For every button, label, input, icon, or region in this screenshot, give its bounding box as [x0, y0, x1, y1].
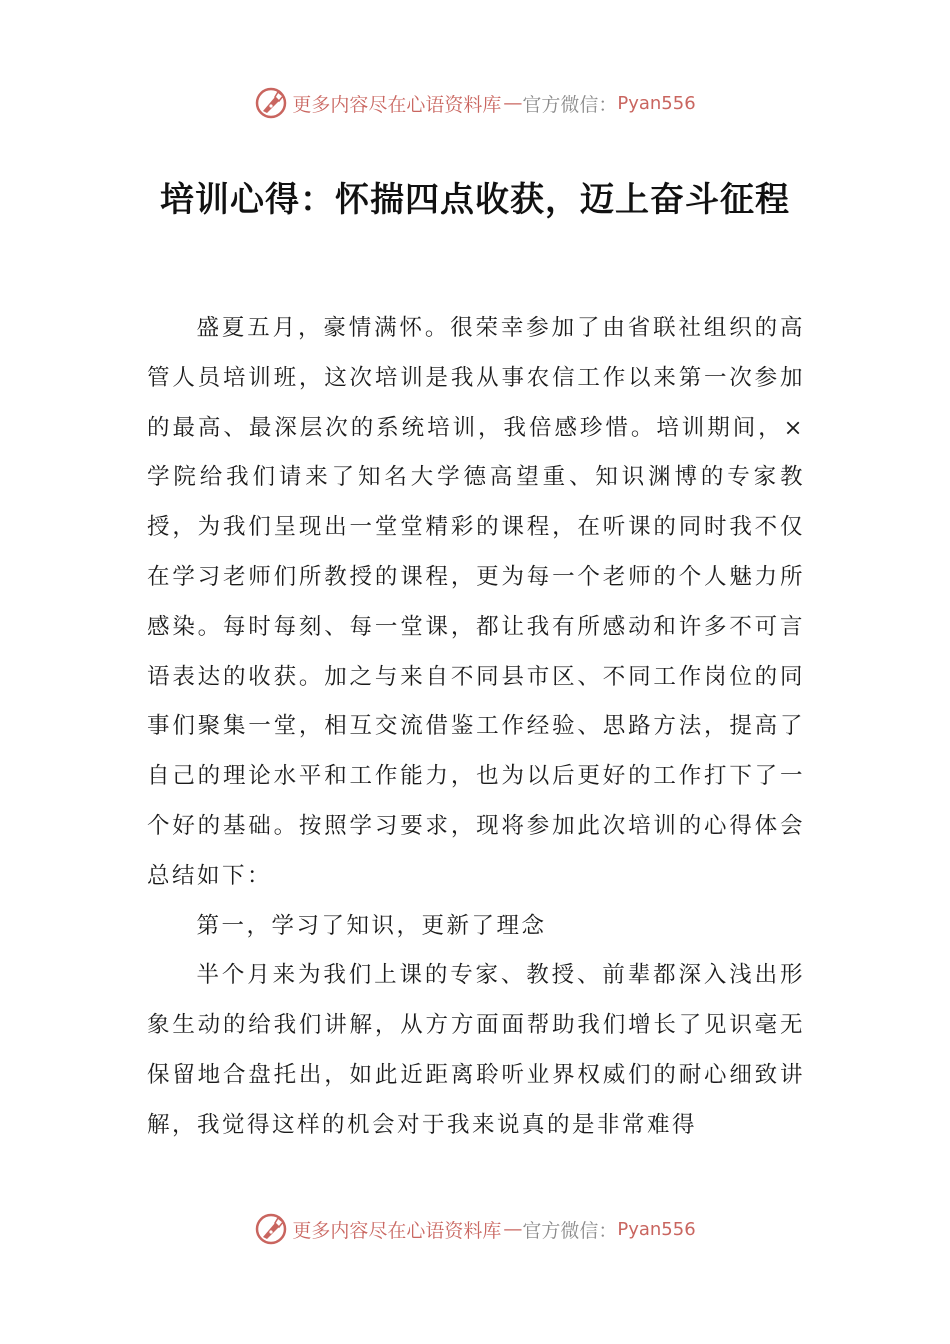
watermark-dash: — — [503, 92, 521, 114]
watermark-site: 更多内容尽在心语资料库 — [292, 1219, 502, 1242]
paragraph-intro: 盛夏五月，豪情满怀。很荣幸参加了由省联社组织的高管人员培训班，这次培训是我从事农信工作以来第一次参加的最高、最深层次的系统培训，我倍感珍惜。培训期间，×学院给我们请来了知名大学德高望重、知识渊博的专家教授，为我们呈现出一堂堂精彩的课程，在听课的同时我不仅在学习老师们所教授的课程，更为每一个老师的个人魅力所感染。每时每刻、每一堂课，都让我有所感动和许多不可言语表达的收获。加之与来自不同县市区、不同工作岗位的同事们聚集一堂，相互交流借鉴工作经验、思路方法，提高了自己的理论水平和工作能力，也为以后更好的工作打下了一个好的基础。按照学习要求，现将参加此次培训的心得体会总结如下： — [147, 315, 805, 889]
document-body — [147, 304, 805, 1151]
watermark-account: Pyan556 — [617, 92, 696, 114]
pen-nib-icon — [254, 1212, 288, 1246]
watermark-site: 更多内容尽在心语资料库 — [292, 93, 502, 116]
header-watermark — [0, 83, 950, 123]
footer-watermark — [0, 1209, 950, 1249]
document-title: 培训心得：怀揣四点收获，迈上奋斗征程 — [160, 180, 790, 220]
section-heading-1: 第一，学习了知识，更新了理念 — [196, 912, 547, 939]
watermark-dash: — — [503, 1218, 521, 1240]
watermark-official-label: 官方微信： — [522, 93, 618, 116]
watermark-account: Pyan556 — [617, 1218, 696, 1240]
watermark-official-label: 官方微信： — [522, 1219, 618, 1242]
pen-nib-icon — [254, 86, 288, 120]
paragraph-section-1: 半个月来为我们上课的专家、教授、前辈都深入浅出形象生动的给我们讲解，从方方面面帮助我们增长了见识毫无保留地合盘托出，如此近距离聆听业界权威们的耐心细致讲解，我觉得这样的机会对于我来说真的是非常难得 — [147, 962, 805, 1138]
